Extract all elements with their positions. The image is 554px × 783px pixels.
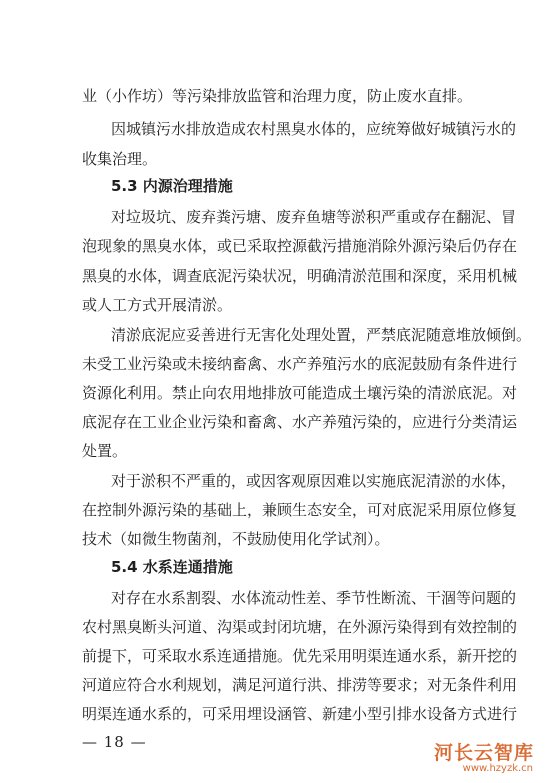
paragraph-first-line: 对垃圾坑、废弃粪污塘、废弃鱼塘等淤积严重或存在翻泥、冒 bbox=[111, 208, 517, 226]
paragraph-first-line: 对存在水系割裂、水体流动性差、季节性断流、干涸等问题的 bbox=[111, 589, 517, 607]
paragraph-first-line: 清淤底泥应妥善进行无害化处理处置，严禁底泥随意堆放倾倒。 bbox=[111, 326, 532, 344]
body-text-line: 前提下，可采取水系连通措施。优先采用明渠连通水系，新开挖的 bbox=[82, 647, 518, 665]
paragraph-first-line: 因城镇污水排放造成农村黑臭水体的，应统筹做好城镇污水的 bbox=[111, 120, 517, 138]
section-heading-5-4: 5.4 水系连通措施 bbox=[111, 558, 233, 576]
watermark-url: www.hzyzk.cn bbox=[462, 763, 533, 774]
watermark-title: 河长云智库 bbox=[433, 742, 534, 764]
body-text-line: 泡现象的黑臭水体，或已采取控源截污措施消除外源污染后仍存在 bbox=[82, 237, 518, 255]
body-text-line: 底泥存在工业企业污染和畜禽、水产养殖污染的，应进行分类清运 bbox=[82, 413, 518, 431]
body-text-line: 收集治理。 bbox=[82, 150, 158, 168]
body-text-line: 在控制外源污染的基础上，兼顾生态安全，可对底泥采用原位修复 bbox=[82, 501, 518, 519]
body-text-line: 黑臭的水体，调查底泥污染状况，明确清淤范围和深度，采用机械 bbox=[82, 267, 518, 285]
body-text-line: 资源化利用。禁止向农用地排放可能造成土壤污染的清淤底泥。对 bbox=[82, 384, 518, 402]
body-text-line: 农村黑臭断头河道、沟渠或封闭坑塘，在外源污染得到有效控制的 bbox=[82, 618, 518, 636]
body-text-line: 明渠连通水系的，可采用埋设涵管、新建小型引排水设备方式进行 bbox=[82, 705, 518, 723]
body-text-line: 河道应符合水利规划，满足河道行洪、排涝等要求；对无条件利用 bbox=[82, 676, 518, 694]
body-text-line: 处置。 bbox=[82, 442, 128, 460]
body-text-line: 业（小作坊）等污染排放监管和治理力度，防止废水直排。 bbox=[82, 87, 473, 105]
body-text-line: 技术（如微生物菌剂，不鼓励使用化学试剂）。 bbox=[82, 530, 390, 548]
section-heading-5-3: 5.3 内源治理措施 bbox=[111, 177, 233, 195]
body-text-line: 或人工方式开展清淤。 bbox=[82, 296, 233, 314]
body-text-line: 未受工业污染或未接纳畜禽、水产养殖污水的底泥鼓励有条件进行 bbox=[82, 355, 518, 373]
page-number: — 18 — bbox=[82, 733, 147, 751]
paragraph-first-line: 对于淤积不严重的，或因客观原因难以实施底泥清淤的水体， bbox=[111, 472, 517, 490]
